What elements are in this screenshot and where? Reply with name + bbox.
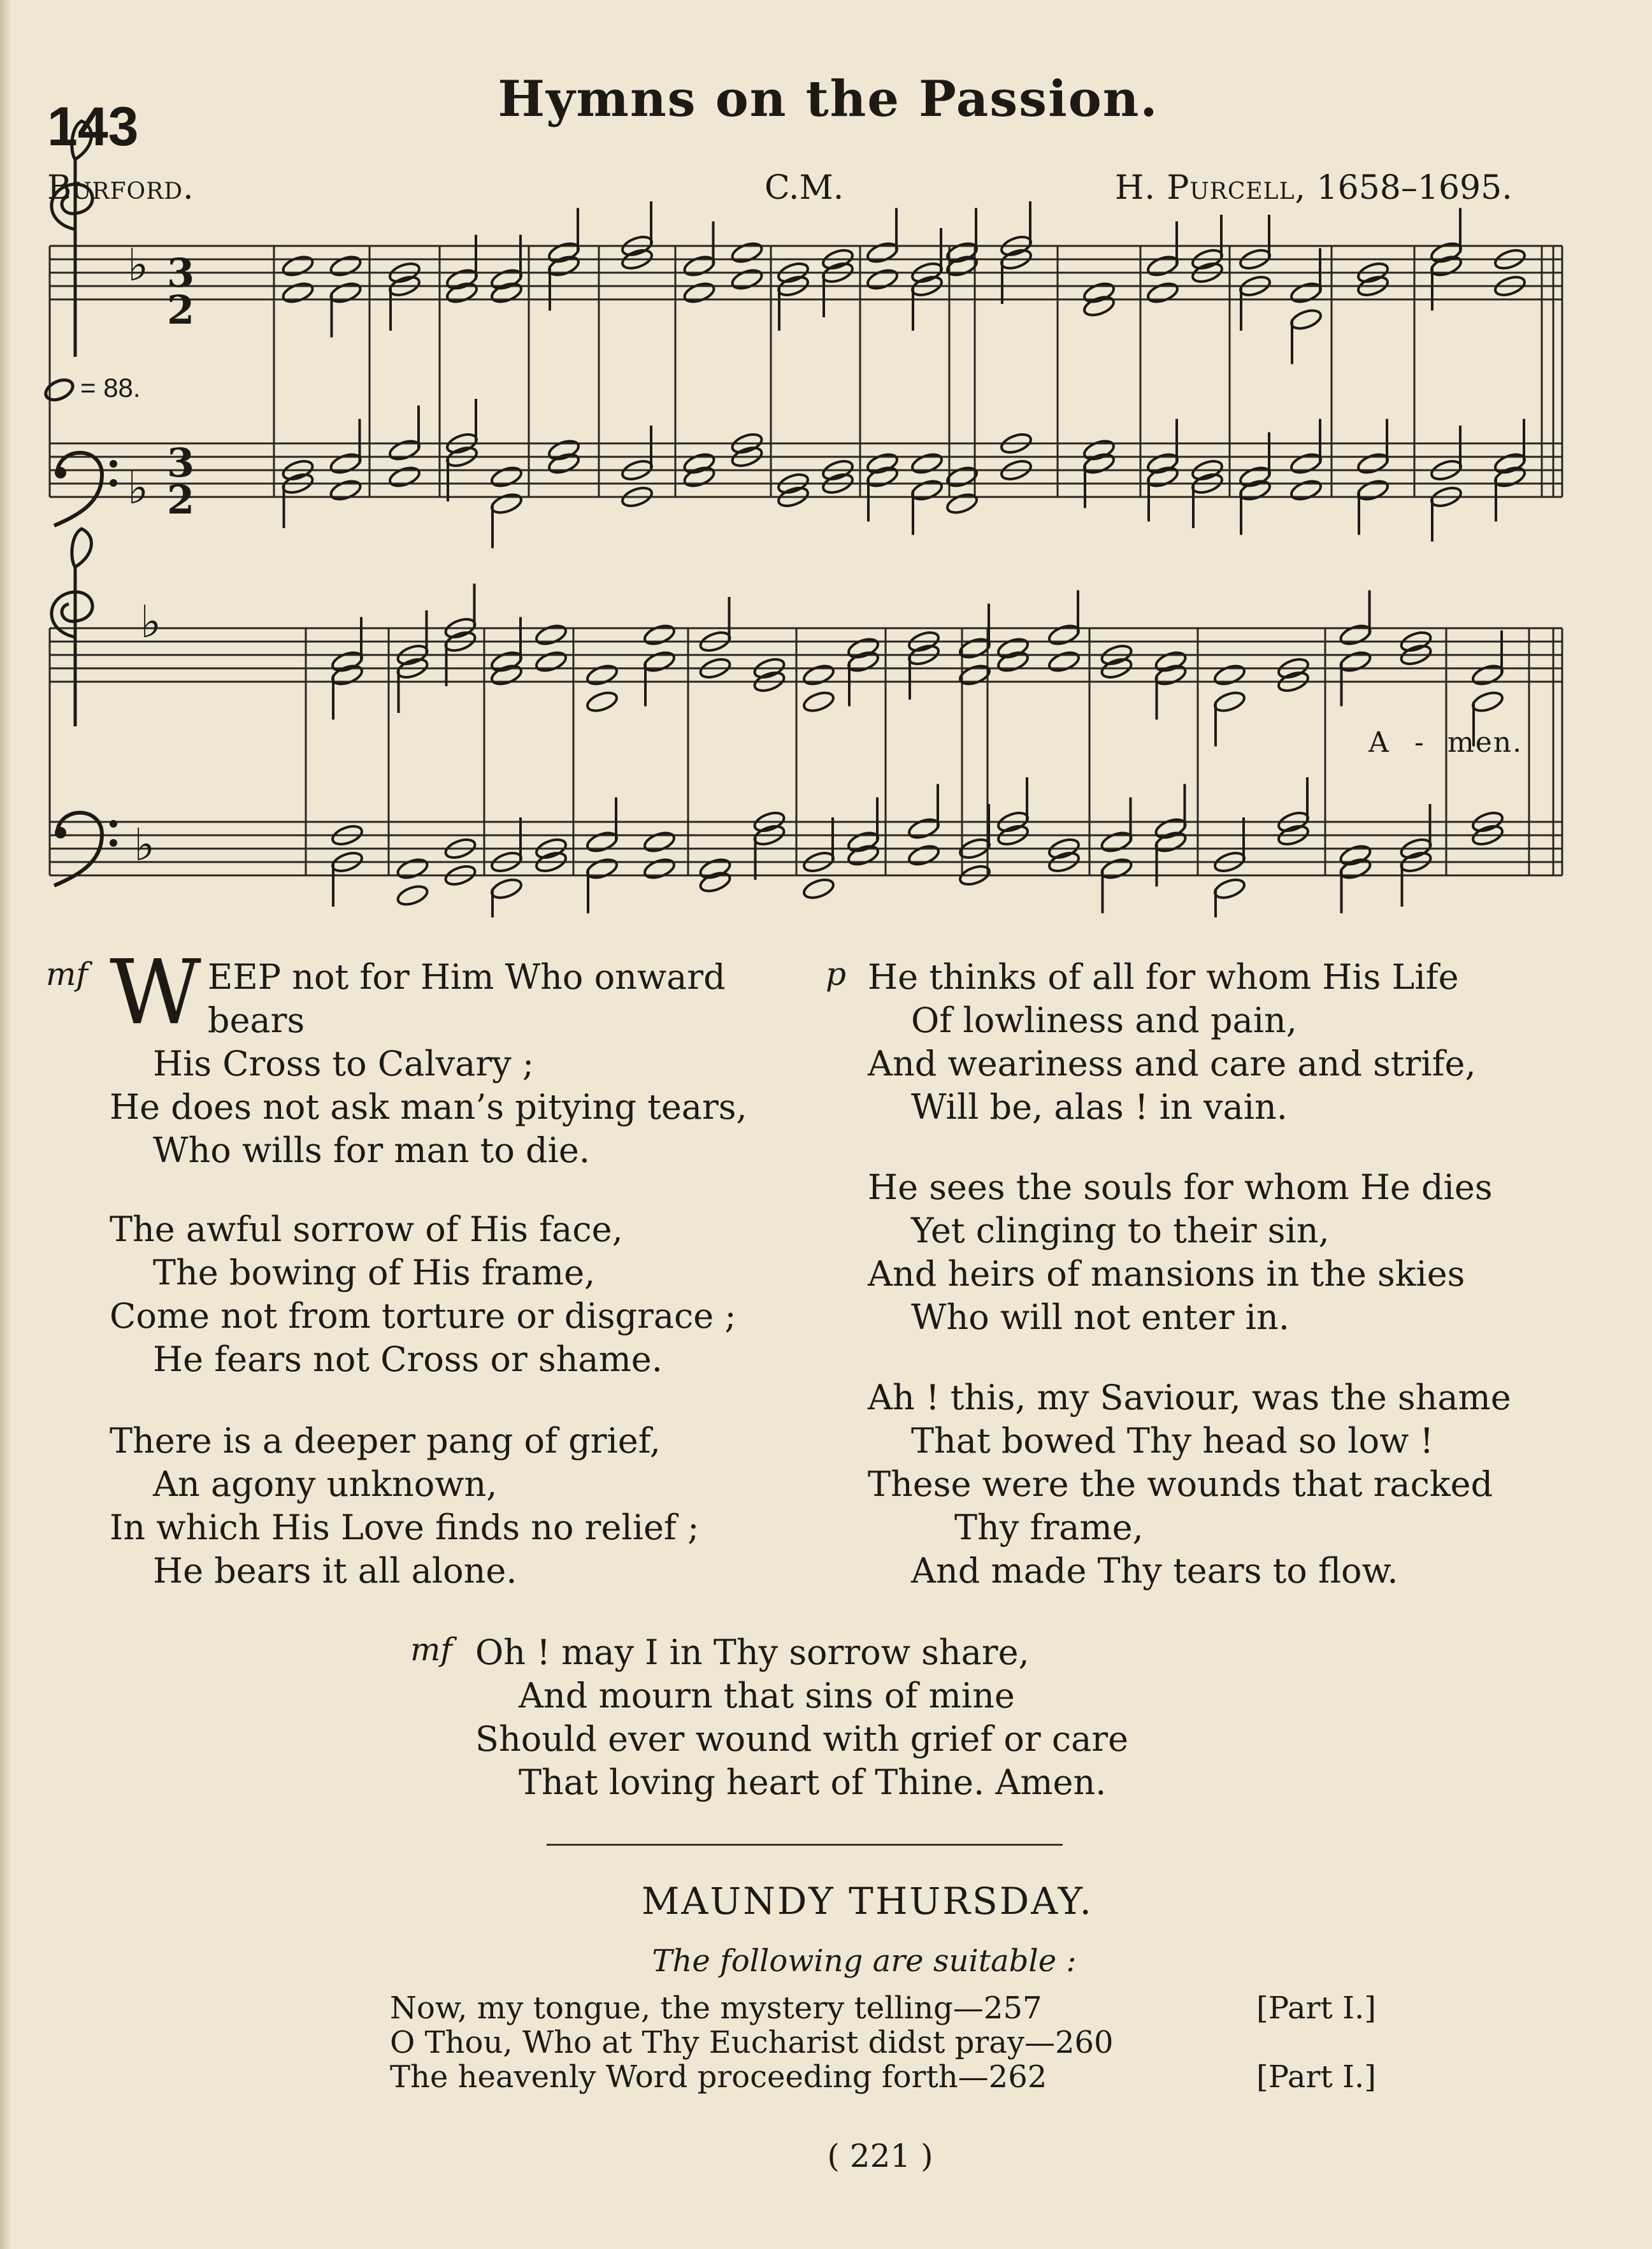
notehead [1154, 663, 1188, 687]
notehead [1146, 451, 1179, 476]
notehead [1356, 451, 1390, 476]
notehead [1100, 856, 1133, 881]
verse-line: He bears it all alone. [153, 1551, 517, 1591]
verse-line: The awful sorrow of His face, [110, 1209, 623, 1249]
dynamic-marking: mf [46, 956, 88, 993]
notehead [329, 254, 363, 278]
notehead [489, 649, 523, 674]
notehead [910, 451, 944, 476]
treble-clef-icon [52, 121, 92, 357]
notehead [730, 240, 764, 265]
notehead [489, 877, 523, 902]
time-signature [167, 250, 194, 523]
notehead [1154, 816, 1188, 841]
amen-syllable: - [1414, 726, 1425, 759]
notehead [907, 843, 940, 868]
maundy-subheading: The following are suitable : [652, 1943, 1077, 1979]
svg-text:♭: ♭ [127, 239, 149, 291]
section-title: Hymns on the Passion. [498, 70, 1159, 128]
tempo-marking [43, 373, 141, 403]
amen-syllable: men. [1447, 726, 1523, 759]
verse-line: Yet clinging to their sin, [911, 1211, 1330, 1251]
notehead [534, 622, 568, 647]
notehead [585, 856, 619, 881]
svg-text:♭: ♭ [140, 596, 162, 648]
verse-line: He sees the souls for whom He dies [868, 1167, 1493, 1207]
notehead [682, 451, 716, 476]
notehead [698, 856, 732, 881]
notehead [1339, 622, 1372, 647]
suggested-hymns-list [390, 1991, 1397, 2094]
notehead [1146, 254, 1179, 278]
verse-1 [110, 941, 798, 1045]
notehead [1154, 830, 1188, 854]
verse-line: Oh ! may I in Thy sorrow share, [475, 1632, 1030, 1672]
verse-line: And mourn that sins of mine [519, 1676, 1015, 1716]
verse-line: He fears not Cross or shame. [153, 1339, 663, 1379]
notehead [329, 280, 363, 305]
time-sig-upper: 3 [167, 250, 195, 296]
notehead [1356, 478, 1390, 503]
notehead [330, 663, 364, 687]
notehead [1212, 877, 1246, 902]
verse-line: He does not ask man’s pitying tears, [110, 1087, 747, 1127]
list-item [390, 2060, 1397, 2094]
notehead [865, 267, 899, 292]
minim-note-icon [41, 374, 78, 406]
notehead [1339, 649, 1372, 674]
verse-line: His Cross to Calvary ; [153, 1044, 535, 1084]
notehead [1289, 280, 1323, 305]
notehead [1470, 663, 1504, 687]
notehead [1082, 438, 1116, 463]
notehead [698, 870, 732, 895]
list-item-text: The heavenly Word proceeding forth—262 [390, 2059, 1047, 2095]
verse-line: EEP not for Him Who onward [207, 957, 726, 997]
notehead [846, 843, 880, 868]
notehead [1429, 254, 1463, 278]
verse-line: He thinks of all for whom His Life [868, 957, 1459, 997]
notehead [682, 464, 716, 489]
notehead [682, 280, 716, 305]
composer-name: H. Purcell, [1115, 169, 1307, 207]
notehead [1100, 830, 1133, 854]
list-item [390, 1991, 1397, 2025]
notehead [1470, 689, 1504, 714]
amen-syllable: A [1368, 726, 1390, 759]
notehead [1339, 843, 1372, 868]
verse-line: That loving heart of Thine. Amen. [519, 1762, 1107, 1802]
notehead [642, 856, 676, 881]
verse-3 [110, 1419, 699, 1593]
verse-line: Come not from torture or disgrace ; [110, 1296, 736, 1336]
barlines [50, 246, 1562, 875]
notehead [396, 856, 429, 881]
verse-line: These were the wounds that racked [868, 1464, 1493, 1504]
verse-5 [868, 1166, 1493, 1339]
notehead [910, 478, 944, 503]
notehead [489, 663, 523, 687]
notehead [1289, 478, 1323, 503]
notehead [387, 438, 421, 463]
verse-line: That bowed Thy head so low ! [911, 1421, 1434, 1461]
list-item-text: O Thou, Who at Thy Eucharist didst pray—260 [390, 2025, 1114, 2060]
composer-dates: 1658–1695. [1306, 169, 1512, 207]
notehead [682, 254, 716, 278]
time-sig-upper: 3 [167, 440, 195, 486]
notehead [642, 830, 676, 854]
notes [281, 201, 1527, 917]
notehead [865, 451, 899, 476]
list-item-part: [Part I.] [1256, 1990, 1376, 2026]
notehead [534, 649, 568, 674]
notehead [1154, 649, 1188, 674]
notehead [547, 438, 580, 463]
notehead [801, 663, 835, 687]
notehead [387, 464, 421, 489]
notehead [1047, 622, 1081, 647]
verse-line: Should ever wound with grief or care [475, 1719, 1129, 1759]
time-sig-lower: 2 [167, 287, 195, 333]
notehead [730, 267, 764, 292]
notehead [329, 478, 363, 503]
verse-line: Will be, alas ! in vain. [911, 1087, 1288, 1127]
tempo-value: = 88. [80, 373, 141, 403]
music-score [0, 0, 1652, 917]
list-item-part [1256, 2025, 1397, 2060]
notehead [585, 689, 619, 714]
notehead [547, 254, 580, 278]
page-number: ( 221 ) [827, 2138, 933, 2174]
bass-clef-icon [54, 453, 117, 526]
verse-6 [868, 1376, 1511, 1593]
list-item-text: Now, my tongue, the mystery telling—257 [390, 1990, 1042, 2026]
verse-7 [475, 1631, 1128, 1804]
notehead [1047, 649, 1081, 674]
notehead [1212, 689, 1246, 714]
notehead [489, 280, 523, 305]
tune-name: Burford. [47, 169, 194, 207]
verse-line: And heirs of mansions in the skies [868, 1254, 1465, 1294]
staff-lines [50, 246, 1562, 875]
notehead [1339, 856, 1372, 881]
verse-line: The bowing of His frame, [153, 1253, 596, 1293]
verse-line: An agony unknown, [153, 1464, 498, 1504]
hymn-number: 143 [47, 96, 139, 157]
notehead [996, 649, 1030, 674]
notehead [547, 240, 580, 265]
notehead [846, 649, 880, 674]
notehead [1493, 451, 1526, 476]
verse-line: And weariness and care and strife, [868, 1044, 1476, 1084]
notehead [1493, 464, 1526, 489]
verse-line: In which His Love finds no relief ; [110, 1507, 700, 1548]
notehead [1289, 307, 1323, 332]
notehead [1238, 478, 1272, 503]
verse-line: And made Thy tears to flow. [911, 1551, 1398, 1591]
notehead [547, 451, 580, 476]
list-item [390, 2025, 1397, 2060]
verse-line: There is a deeper pang of grief, [110, 1421, 661, 1461]
notehead [865, 240, 899, 265]
notehead [1082, 280, 1116, 305]
notehead [281, 280, 315, 305]
notehead [846, 636, 880, 661]
notehead [445, 280, 478, 305]
notehead [865, 464, 899, 489]
list-item-part: [Part I.] [1256, 2059, 1376, 2095]
notehead [996, 636, 1030, 661]
notehead [907, 816, 940, 841]
notehead [1212, 663, 1246, 687]
notehead [1146, 464, 1179, 489]
notehead [1238, 464, 1272, 489]
verse-2 [110, 1208, 736, 1381]
dynamic-marking: p [826, 956, 847, 993]
maundy-heading: MAUNDY THURSDAY. [642, 1879, 1093, 1923]
verse-line: Of lowliness and pain, [911, 1000, 1297, 1040]
notehead [489, 464, 523, 489]
notehead [801, 689, 835, 714]
notehead [396, 883, 429, 908]
notehead [1429, 240, 1463, 265]
notehead [445, 267, 478, 292]
flat-sign-icon [127, 239, 161, 871]
notehead [489, 491, 523, 516]
notehead [1082, 451, 1116, 476]
notehead [642, 649, 676, 674]
notehead [281, 254, 315, 278]
notehead [846, 830, 880, 854]
notehead [642, 622, 676, 647]
notehead [1146, 280, 1179, 305]
notehead [489, 267, 523, 292]
dynamic-marking: mf [410, 1631, 452, 1668]
notehead [585, 830, 619, 854]
notehead [585, 663, 619, 687]
svg-text:♭: ♭ [127, 462, 149, 514]
notehead [1082, 294, 1116, 319]
verse-line: Thy frame, [954, 1507, 1144, 1548]
notehead [801, 877, 835, 902]
notehead [330, 649, 364, 674]
verse-line: bears [207, 1000, 305, 1040]
drop-cap: W [110, 941, 201, 1045]
verse-4 [868, 956, 1476, 1129]
section-divider [547, 1844, 1063, 1846]
verse-line: Ah ! this, my Saviour, was the shame [868, 1377, 1511, 1418]
verse-line: Who wills for man to die. [153, 1130, 591, 1170]
meter: C.M. [765, 169, 844, 207]
verse-line: Who will not enter in. [911, 1297, 1289, 1337]
notehead [329, 451, 363, 476]
verse-1-continued [110, 1042, 747, 1172]
time-sig-lower: 2 [167, 477, 195, 523]
notehead [1289, 451, 1323, 476]
svg-text:♭: ♭ [134, 819, 155, 871]
